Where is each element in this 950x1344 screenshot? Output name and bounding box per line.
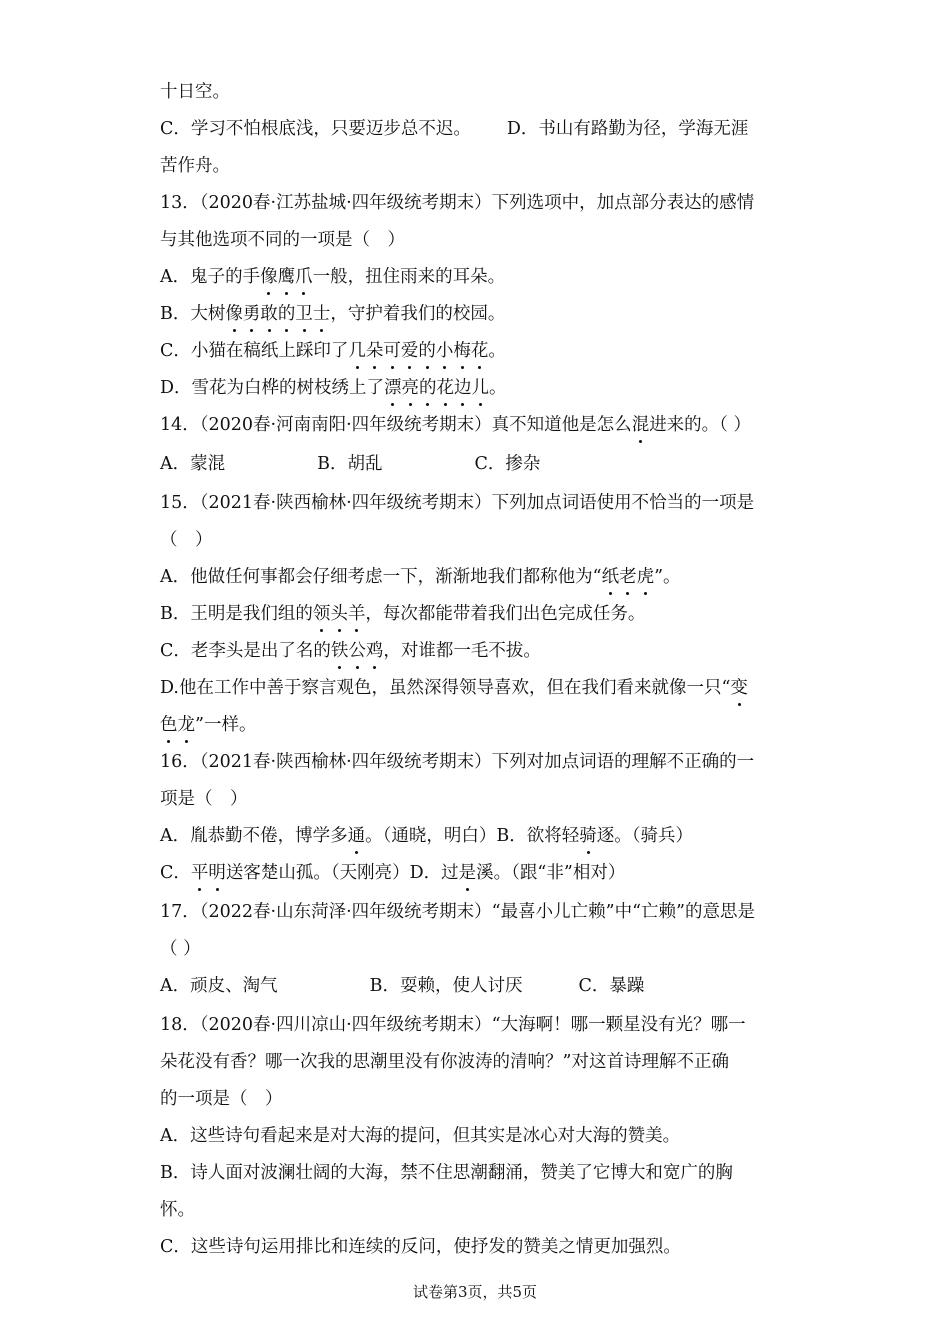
text-line — [160, 1013, 800, 1037]
text-segment: （ ） — [160, 939, 201, 959]
text-line — [160, 1087, 800, 1111]
text-segment: C．这些诗句运用排比和连续的反问，使抒发的赞美之情更加强烈。 — [160, 1237, 681, 1257]
text-line — [160, 1235, 800, 1259]
text-segment: B．诗人面对波澜壮阔的大海，禁不住思潮翻涌，赞美了它博大和宽广的胸 — [160, 1163, 733, 1183]
emphasis-text: 是 — [458, 863, 477, 883]
text-segment: A．胤恭勤不倦，博学多 — [160, 826, 348, 846]
text-segment: 13．（2020春·江苏盐城·四年级统考期末）下列选项中，加点部分表达的感情 — [160, 193, 755, 213]
emphasis-text: 色龙 — [160, 715, 195, 735]
text-segment: C．老李头是出了名的 — [160, 641, 331, 661]
emphasis-text: 平明 — [190, 863, 226, 883]
text-line — [160, 1198, 800, 1222]
text-segment: 逐。（骑兵） — [596, 826, 693, 846]
text-segment: ，每次都能带着我们出色完成任务。 — [365, 604, 646, 624]
text-segment: B．胡乱 — [317, 454, 383, 474]
text-segment: ”一样。 — [195, 715, 257, 735]
text-line — [160, 154, 800, 178]
emphasis-text: 变 — [730, 678, 748, 698]
text-line — [160, 80, 800, 104]
emphasis-text: 几朵可爱的小梅花 — [348, 341, 489, 361]
text-line — [160, 676, 800, 700]
text-line — [160, 528, 800, 552]
text-segment: C． — [160, 863, 191, 883]
text-segment: ，对谁都一毛不拔。 — [383, 641, 541, 661]
text-segment: 一般，扭住雨来的耳朵。 — [312, 267, 506, 287]
text-segment: 项是（ ） — [160, 789, 248, 809]
emphasis-text: 通 — [347, 826, 366, 846]
text-line — [160, 824, 800, 848]
text-line — [160, 1161, 800, 1185]
emphasis-text: 漂亮的花边儿 — [384, 378, 490, 398]
text-line — [160, 228, 800, 252]
emphasis-text: 像鹰爪 — [260, 267, 313, 287]
text-segment: D．书山有路勤为径，学海无涯 — [506, 119, 749, 139]
text-segment: 溪。（跟“非”相对） — [476, 863, 626, 883]
emphasis-text: 骑 — [579, 826, 597, 846]
text-segment: A．顽皮、淘气 — [160, 976, 278, 996]
text-segment: ”。 — [654, 567, 681, 587]
emphasis-text: 纸老虎 — [601, 567, 655, 587]
text-segment: A．鬼子的手 — [160, 267, 261, 287]
text-line — [160, 750, 800, 774]
text-segment: B．耍赖，使人讨厌 — [369, 976, 523, 996]
text-segment: （ ） — [160, 530, 213, 550]
text-line — [160, 900, 800, 924]
text-line — [160, 191, 800, 215]
emphasis-text: 像勇敢的卫士 — [225, 304, 331, 324]
text-line — [160, 974, 800, 998]
text-segment: 十日空。 — [160, 82, 230, 102]
text-line — [160, 861, 800, 885]
text-line — [160, 452, 800, 476]
text-segment: C．暴躁 — [578, 976, 645, 996]
text-line — [160, 602, 800, 626]
text-segment: B．王明是我们组的 — [160, 604, 313, 624]
text-segment: D．过 — [409, 863, 459, 883]
text-segment: 送客楚山孤。（天刚亮） — [225, 863, 410, 883]
text-segment: 进来的。（ ） — [649, 415, 751, 435]
text-line — [160, 117, 800, 141]
text-line — [160, 1124, 800, 1148]
text-segment: 的一项是（ ） — [160, 1089, 283, 1109]
text-segment: A．他做任何事都会仔细考虑一下，渐渐地我们都称他为“ — [160, 567, 602, 587]
text-line — [160, 565, 800, 589]
text-segment: 。 — [489, 378, 507, 398]
text-line — [160, 339, 800, 363]
emphasis-text: 领头羊 — [312, 604, 366, 624]
text-line — [160, 491, 800, 515]
text-segment: B．大树 — [160, 304, 226, 324]
page-footer: 试卷第3页，共5页 — [412, 1283, 538, 1301]
text-line — [160, 265, 800, 289]
text-segment: 朵花没有香？哪一次我的思潮里没有你波涛的清响？”对这首诗理解不正确 — [160, 1052, 729, 1072]
text-segment: D.他在工作中善于察言观色，虽然深得领导喜欢，但在我们看来就像一只“ — [160, 678, 731, 698]
text-line — [160, 713, 800, 737]
text-segment: 17．（2022春·山东菏泽·四年级统考期末）“最喜小儿亡赖”中“亡赖”的意思是 — [160, 902, 755, 922]
text-segment: 。（通晓，明白）B．欲将轻 — [365, 826, 580, 846]
text-segment: C．学习不怕根底浅，只要迈步总不迟。 — [160, 119, 471, 139]
text-line — [160, 376, 800, 400]
text-segment: 。 — [488, 341, 506, 361]
text-segment: 15．（2021春·陕西榆林·四年级统考期末）下列加点词语使用不恰当的一项是 — [160, 493, 755, 513]
text-segment: ，守护着我们的校园。 — [330, 304, 506, 324]
text-segment: 16．（2021春·陕西榆林·四年级统考期末）下列对加点词语的理解不正确的一 — [160, 752, 755, 772]
text-segment: 14．（2020春·河南南阳·四年级统考期末）真不知道他是怎么 — [160, 415, 632, 435]
text-line — [160, 413, 800, 437]
text-segment: 苦作舟。 — [160, 156, 230, 176]
text-line — [160, 302, 800, 326]
text-segment: A．蒙混 — [160, 454, 226, 474]
text-line — [160, 639, 800, 663]
text-segment: 怀。 — [160, 1200, 195, 1220]
emphasis-text: 铁公鸡 — [330, 641, 384, 661]
text-line — [160, 937, 800, 961]
text-line — [160, 1050, 800, 1074]
text-line — [160, 787, 800, 811]
text-segment: A．这些诗句看起来是对大海的提问，但其实是冰心对大海的赞美。 — [160, 1126, 681, 1146]
text-segment: D．雪花为白桦的树枝绣上了 — [160, 378, 385, 398]
text-segment: 18．（2020春·四川凉山·四年级统考期末）“大海啊！哪一颗星没有光？哪一 — [160, 1015, 746, 1035]
text-segment: C．掺杂 — [474, 454, 541, 474]
text-segment: C．小猫在稿纸上踩印了 — [160, 341, 349, 361]
text-segment: 与其他选项不同的一项是（ ） — [160, 230, 405, 250]
emphasis-text: 混 — [631, 415, 650, 435]
